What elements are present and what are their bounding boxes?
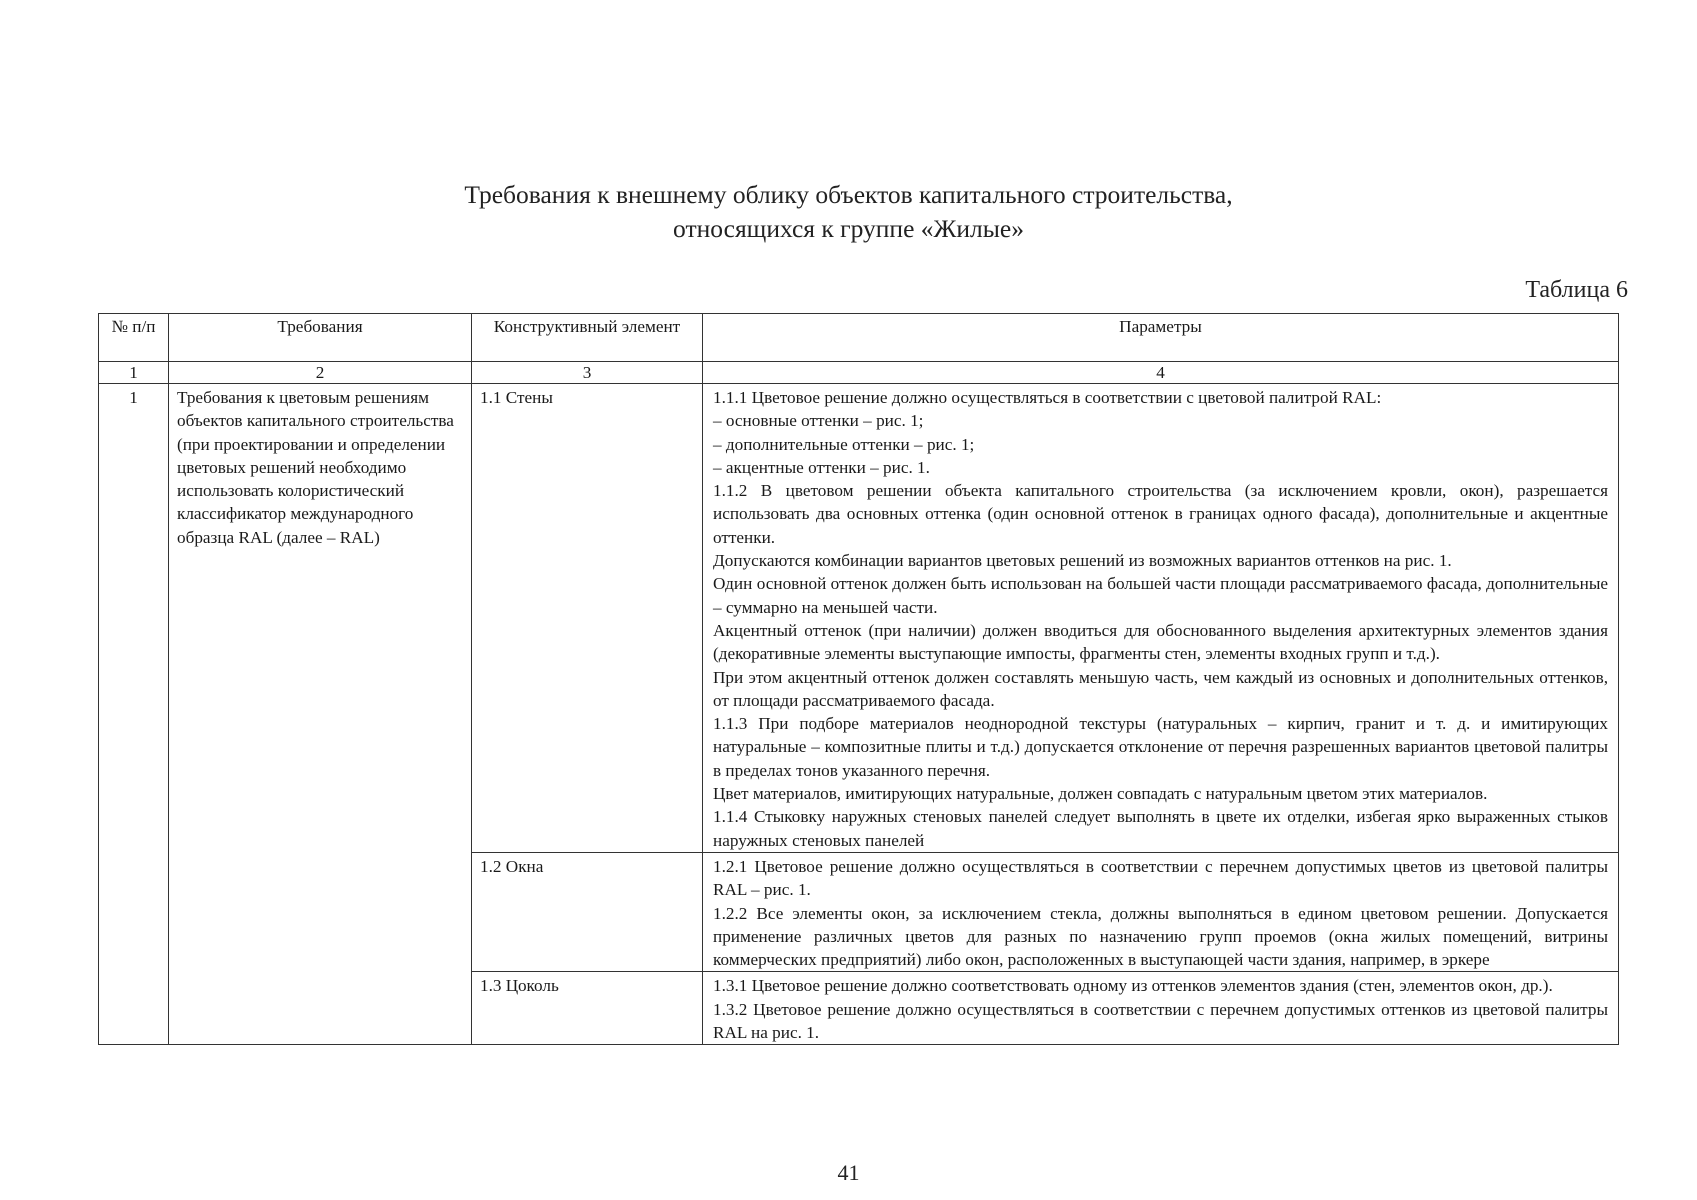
header-element: Конструктивный элемент bbox=[472, 314, 703, 362]
param-paragraph: 1.1.3 При подборе материалов неоднородной текстуры (натуральных – кирпич, гранит и т. д. и имитирующих натуральные – композитные плиты и т.д.) допускается отклонение от перечня разрешенных вариантов цветовой палитры в пределах тонов указанного перечня. bbox=[713, 714, 1608, 780]
header-row bbox=[99, 314, 1619, 362]
title-line-2: относящихся к группе «Жилые» bbox=[673, 214, 1024, 243]
param-paragraph: Допускаются комбинации вариантов цветовых решений из возможных вариантов оттенков на рис. 1. bbox=[713, 551, 1452, 571]
requirements-table bbox=[98, 313, 1619, 1045]
param-paragraph: – основные оттенки – рис. 1; bbox=[713, 411, 924, 431]
param-paragraph: 1.3.1 Цветовое решение должно соответствовать одному из оттенков элементов здания (стен, элементов окон, др.). bbox=[713, 976, 1553, 996]
element-walls: 1.1 Стены bbox=[472, 384, 703, 853]
column-number: 4 bbox=[703, 362, 1619, 384]
param-paragraph: 1.3.2 Цветовое решение должно осуществляться в соответствии с перечнем допустимых оттенков из цветовой палитры RAL на рис. 1. bbox=[713, 999, 1608, 1043]
header-num: № п/п bbox=[99, 314, 169, 362]
param-paragraph: 1.1.1 Цветовое решение должно осуществляться в соответствии с цветовой палитрой RAL: bbox=[713, 388, 1382, 407]
table-row bbox=[99, 384, 1619, 853]
column-number: 3 bbox=[472, 362, 703, 384]
param-paragraph: 1.2.2 Все элементы окон, за исключением стекла, должны выполняться в едином цветовом решении. Допускается применение различных цветов для разных по назначению групп проемов (окна жилых помещений, витрины коммерческих предприятий) либо окон, расположенных в выступающей части здания, например, в эркере bbox=[713, 903, 1608, 970]
param-paragraph: Акцентный оттенок (при наличии) должен вводиться для обоснованного выделения архитектурных элементов здания (декоративные элементы выступающие импосты, фрагменты стен, элементы входных групп и т.д.). bbox=[713, 620, 1608, 664]
element-plinth: 1.3 Цоколь bbox=[472, 972, 703, 1045]
params-walls bbox=[703, 384, 1619, 853]
param-paragraph: Цвет материалов, имитирующих натуральные, должен совпадать с натуральным цветом этих материалов. bbox=[713, 784, 1488, 804]
header-params: Параметры bbox=[703, 314, 1619, 362]
param-paragraph: – дополнительные оттенки – рис. 1; bbox=[713, 434, 975, 454]
param-paragraph: Один основной оттенок должен быть использован на большей части площади рассматриваемого фасада, дополнительные – суммарно на меньшей части. bbox=[713, 574, 1608, 617]
param-paragraph: 1.1.4 Стыковку наружных стеновых панелей следует выполнять в цвете их отделки, избегая ярко выраженных стыков наружных стеновых панелей bbox=[713, 807, 1608, 850]
param-paragraph: 1.1.2 В цветовом решении объекта капитального строительства (за исключением кровли, окон), разрешается использовать два основных оттенка (один основной оттенок в границах одного фасада), дополнительные и акцентные оттенки. bbox=[713, 481, 1608, 547]
element-windows: 1.2 Окна bbox=[472, 852, 703, 971]
param-paragraph: При этом акцентный оттенок должен составлять меньшую часть, чем каждый из основных и дополнительных оттенков, от площади рассматриваемого фасада. bbox=[713, 667, 1608, 710]
column-number: 1 bbox=[99, 362, 169, 384]
page-number: 41 bbox=[837, 1160, 860, 1185]
header-requirements: Требования bbox=[169, 314, 472, 362]
param-paragraph: – акцентные оттенки – рис. 1. bbox=[713, 457, 930, 477]
param-paragraph: 1.2.1 Цветовое решение должно осуществляться в соответствии с перечнем допустимых цветов из цветовой палитры RAL – рис. 1. bbox=[713, 856, 1608, 900]
params-plinth bbox=[703, 972, 1619, 1045]
column-number: 2 bbox=[169, 362, 472, 384]
table-label: Таблица 6 bbox=[1525, 277, 1628, 303]
row-number: 1 bbox=[99, 384, 169, 1045]
document-title bbox=[0, 178, 1697, 246]
requirement-text: Требования к цветовым решениям объектов капитального строительства (при проектировании и определении цветовых решений необходимо использовать колористический классификатор международного образца RAL (далее – RAL) bbox=[169, 384, 472, 1045]
title-line-1: Требования к внешнему облику объектов капитального строительства, bbox=[464, 180, 1233, 209]
params-windows bbox=[703, 852, 1619, 971]
column-number-row bbox=[99, 362, 1619, 384]
